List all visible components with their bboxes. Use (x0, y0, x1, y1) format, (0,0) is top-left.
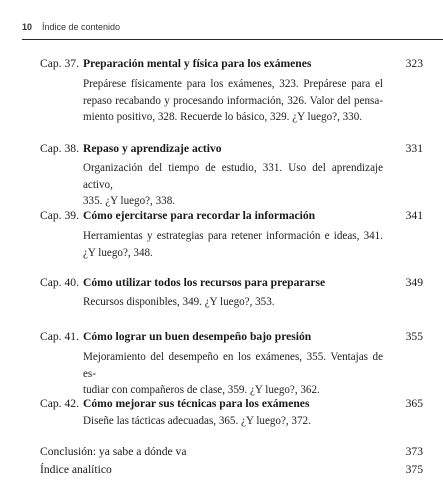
chapter-title: Preparación mental y física para los exámenes (83, 57, 312, 70)
toc-entry (40, 140, 423, 210)
description-line: Diseñe las tácticas adecuadas, 365. ¿Y luego?, 372. (83, 415, 311, 427)
toc-entry (40, 274, 423, 311)
running-title: Índice de contenido (42, 22, 121, 32)
chapter-title: Cómo ejercitarse para recordar la información (83, 209, 316, 222)
chapter-number: Cap. 40. (40, 276, 79, 289)
description-line: Prepárese físicamente para los exámenes, 323. Prepárese para el (83, 78, 383, 90)
chapter-description (83, 76, 383, 126)
chapter-description (83, 228, 383, 261)
description-line: repaso recabando y procesando información, 326. Valor del pensa- (83, 94, 383, 107)
description-line: ¿Y luego?, 348. (83, 246, 153, 259)
description-line: Herramientas y estrategias para retener información e ideas, 341. (83, 230, 383, 242)
description-line: 335. ¿Y luego?, 338. (83, 195, 176, 207)
toc-entry-conclusion (40, 443, 423, 460)
toc-entry (40, 55, 423, 126)
chapter-number: Cap. 39. (40, 209, 79, 222)
chapter-number: Cap. 42. (40, 397, 79, 410)
description-line: Recursos disponibles, 349. ¿Y luego?, 353. (83, 296, 275, 308)
chapter-page: 355 (405, 330, 423, 343)
page-number: 10 (22, 22, 33, 32)
description-line: tudiar con compañeros de clase, 359. ¿Y luego?, 362. (83, 384, 320, 396)
chapter-title: Cómo lograr un buen desempeño bajo presión (83, 330, 312, 343)
section-title: Conclusión: ya sabe a dónde va (40, 445, 187, 458)
chapter-number: Cap. 41. (40, 330, 79, 343)
chapter-page: 349 (405, 276, 423, 289)
description-line: Organización del tiempo de estudio, 331. Uso del aprendizaje activo, (83, 162, 383, 191)
chapter-description (83, 160, 383, 210)
section-page: 375 (405, 463, 423, 476)
toc-entry (40, 328, 423, 399)
section-page: 373 (405, 445, 423, 458)
toc-entry (40, 207, 423, 261)
chapter-page: 341 (405, 209, 423, 222)
toc-entry-index (40, 461, 423, 478)
description-line: miento positivo, 328. Recuerde lo básico, 329. ¿Y luego?, 330. (83, 111, 363, 123)
chapter-title: Cómo utilizar todos los recursos para prepararse (83, 276, 326, 289)
chapter-description (83, 413, 383, 430)
running-head (22, 19, 443, 35)
toc-entry (40, 395, 423, 430)
chapter-title: Repaso y aprendizaje activo (83, 142, 222, 155)
description-line: Mejoramiento del desempeño en los exámenes, 355. Ventajas de es- (83, 351, 383, 380)
section-title: Índice analítico (40, 463, 112, 476)
chapter-description (83, 294, 383, 311)
chapter-number: Cap. 38. (40, 142, 79, 155)
chapter-number: Cap. 37. (40, 57, 79, 70)
header-rule (22, 39, 443, 40)
chapter-page: 323 (405, 57, 423, 70)
chapter-page: 331 (405, 142, 423, 155)
chapter-title: Cómo mejorar sus técnicas para los exámenes (83, 397, 310, 410)
chapter-description (83, 349, 383, 399)
chapter-page: 365 (405, 397, 423, 410)
